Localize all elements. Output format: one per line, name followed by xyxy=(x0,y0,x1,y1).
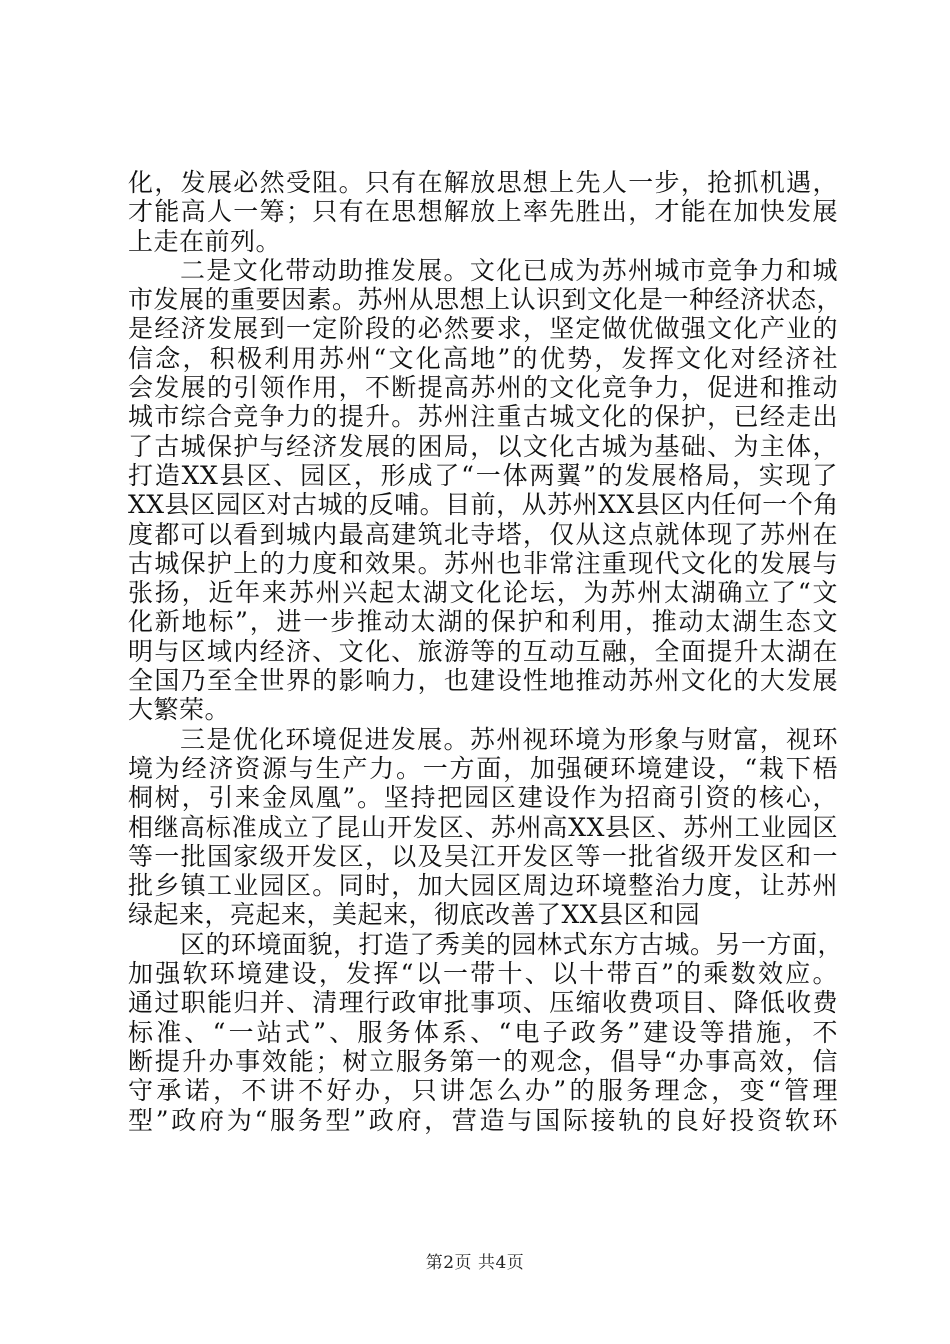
text-line: 全国乃至全世界的影响力，也建设性地推动苏州文化的大发展 xyxy=(128,666,838,696)
text-line: 相继高标准成立了昆山开发区、苏州高XX县区、苏州工业园区 xyxy=(128,812,838,842)
paragraph-first-line: 二是文化带动助推发展。文化已成为苏州城市竞争力和城 xyxy=(180,255,838,285)
text-line: 了古城保护与经济发展的困局，以文化古城为基础、为主体， xyxy=(128,431,838,461)
text-line: 型”政府为“服务型”政府，营造与国际接轨的良好投资软环 xyxy=(128,1105,838,1135)
text-line: XX县区园区对古城的反哺。目前，从苏州XX县区内任何一个角 xyxy=(128,490,839,520)
paragraph-first-line: 区的环境面貌，打造了秀美的园林式东方古城。另一方面， xyxy=(180,929,844,959)
body-text xyxy=(128,168,844,1135)
text-line: 上走在前列。 xyxy=(128,226,282,256)
text-line: 断提升办事效能；树立服务第一的观念，倡导“办事高效，信 xyxy=(128,1046,838,1076)
text-line: 化新地标”，进一步推动太湖的保护和利用，推动太湖生态文 xyxy=(128,607,838,637)
text-line: 标准、“一站式”、服务体系、“电子政务”建设等措施，不 xyxy=(128,1017,838,1047)
text-line: 加强软环境建设，发挥“以一带十、以十带百”的乘数效应。 xyxy=(128,959,838,989)
paragraph-first-line: 三是优化环境促进发展。苏州视环境为形象与财富，视环 xyxy=(180,724,838,754)
text-line: 城市综合竞争力的提升。苏州注重古城文化的保护，已经走出 xyxy=(128,402,838,432)
text-line: 化，发展必然受阻。只有在解放思想上先人一步，抢抓机遇， xyxy=(128,168,838,197)
text-line: 度都可以看到城内最高建筑北寺塔，仅从这点就体现了苏州在 xyxy=(128,519,838,549)
text-line: 桐树，引来金凤凰”。坚持把园区建设作为招商引资的核心， xyxy=(128,783,838,813)
text-line: 才能高人一筹；只有在思想解放上率先胜出，才能在加快发展 xyxy=(128,197,838,227)
text-line: 绿起来，亮起来，美起来，彻底改善了XX县区和园 xyxy=(128,900,701,930)
text-line: 市发展的重要因素。苏州从思想上认识到文化是一种经济状态， xyxy=(128,285,843,315)
text-line: 大繁荣。 xyxy=(128,695,231,725)
text-line: 是经济发展到一定阶段的必然要求，坚定做优做强文化产业的 xyxy=(128,314,838,344)
text-line: 打造XX县区、园区，形成了“一体两翼”的发展格局，实现了 xyxy=(128,460,838,490)
text-line: 通过职能归并、清理行政审批事项、压缩收费项目、降低收费 xyxy=(128,988,838,1018)
text-line: 会发展的引领作用，不断提高苏州的文化竞争力，促进和推动 xyxy=(128,373,838,403)
text-line: 明与区域内经济、文化、旅游等的互动互融，全面提升太湖在 xyxy=(128,636,838,666)
text-line: 守承诺，不讲不好办，只讲怎么办”的服务理念，变“管理 xyxy=(128,1076,838,1106)
text-line: 等一批国家级开发区，以及吴江开发区等一批省级开发区和一 xyxy=(128,841,838,871)
text-line: 批乡镇工业园区。同时，加大园区周边环境整治力度，让苏州 xyxy=(128,871,838,901)
page-number-footer: 第2页 共4页 xyxy=(425,1253,525,1273)
text-line: 境为经济资源与生产力。一方面，加强硬环境建设，“栽下梧 xyxy=(128,753,838,783)
text-line: 古城保护上的力度和效果。苏州也非常注重现代文化的发展与 xyxy=(128,548,838,578)
text-line: 张扬，近年来苏州兴起太湖文化论坛，为苏州太湖确立了“文 xyxy=(128,578,838,608)
text-line: 信念，积极利用苏州“文化高地”的优势，发挥文化对经济社 xyxy=(128,343,838,373)
